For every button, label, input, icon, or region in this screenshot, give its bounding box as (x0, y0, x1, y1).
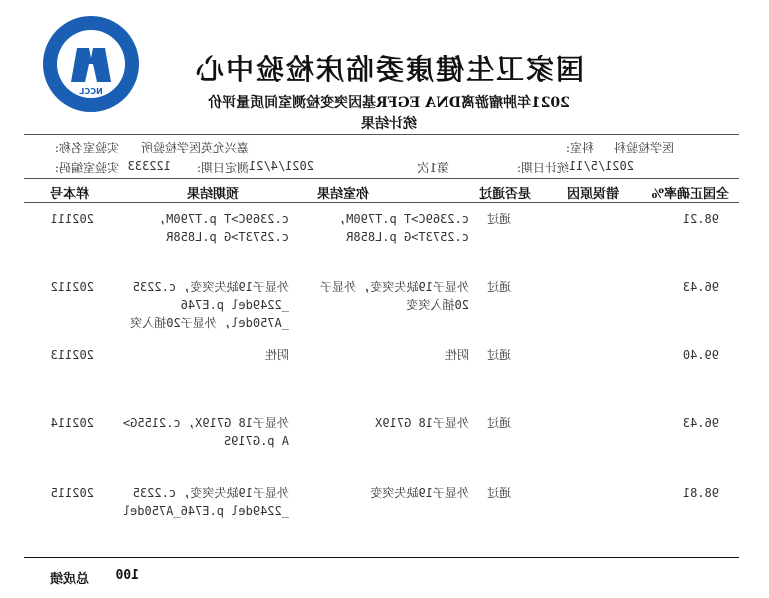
cell-yours (294, 484, 469, 502)
col-header-yours: 你室结果 (316, 187, 369, 202)
cell-rate: 99.40 (682, 348, 719, 362)
cell-expected-line: _2249del p.E746 (180, 298, 289, 312)
page-subtitle: 2021年肿瘤游离DNA EGFR基因突变检测室间质量评价 (208, 95, 570, 111)
cell-expected-line: _A750del, 外显子20插入突 (130, 316, 289, 330)
cell-yours-line: 外显子19缺失突变, 外显子 (320, 280, 469, 294)
cell-expected-line: 外显子19缺失突变, c.2235 (132, 486, 289, 500)
logo-letters: NCCL (79, 87, 103, 96)
total-score-label: 总成绩 (49, 572, 89, 587)
cell-sample-id: 202111 (50, 212, 94, 226)
cell-expected-line: 外显子18 G719X, c.2155G> (122, 416, 289, 430)
nccl-logo (41, 14, 141, 114)
cell-expected (114, 278, 289, 332)
cell-rate: 98.21 (682, 212, 719, 226)
lab-name-value: 嘉兴允英医学检验所 (140, 141, 249, 155)
col-header-rate: 全国正确率% (651, 187, 729, 202)
cell-expected-line: c.2369C>T p.T790M, (158, 212, 289, 226)
cell-rate: 96.43 (682, 416, 719, 430)
cell-expected-line: c.2573T>G p.L858R (166, 230, 289, 244)
col-header-reason: 错误原因 (566, 187, 619, 202)
cell-yours (294, 210, 469, 246)
cell-expected-line: 阴性 (264, 348, 289, 362)
lab-code-value: 122333 (127, 159, 171, 173)
cell-yours-line: c.2573T>G p.L858R (346, 230, 469, 244)
cell-sample-id: 202114 (50, 416, 94, 430)
cell-sample-id: 202113 (50, 348, 94, 362)
test-date-value: 2021/4/21 (248, 159, 314, 173)
divider (24, 557, 739, 558)
cell-expected-line: 外显子19缺失突变, c.2235 (132, 280, 289, 294)
cell-yours-line: 外显子18 G719X (375, 416, 469, 430)
cell-expected-line: _2249del p.E746_A750del (122, 504, 289, 518)
divider (24, 178, 739, 179)
col-header-sample: 样本号 (49, 187, 89, 202)
cell-pass: 通过 (486, 280, 511, 294)
test-date-label: 测定日期: (196, 161, 249, 175)
cell-yours-line: c.2369C>T p.T790M, (338, 212, 469, 226)
dept-label: 科室: (565, 141, 594, 155)
cell-yours-line: 阴性 (444, 348, 469, 362)
cell-pass: 通过 (486, 416, 511, 430)
cell-expected (114, 210, 289, 246)
stat-date-value: 2021/5/11 (568, 159, 634, 173)
cell-yours (294, 278, 469, 314)
cell-pass: 通过 (486, 348, 511, 362)
cell-expected (114, 346, 289, 364)
cell-sample-id: 202115 (50, 486, 94, 500)
page-subtitle-2: 统计结果 (361, 116, 417, 132)
cell-expected (114, 484, 289, 520)
total-score-value: 100 (115, 568, 139, 583)
col-header-pass: 是否通过 (478, 187, 531, 202)
cell-yours (294, 414, 469, 432)
lab-code-label: 实验室编码: (54, 161, 119, 175)
cell-expected-line: A p.G719S (223, 434, 289, 448)
stat-date-label: 统计日期: (516, 161, 569, 175)
divider (24, 134, 739, 135)
cell-expected (114, 414, 289, 450)
cell-sample-id: 202112 (50, 280, 94, 294)
cell-rate: 96.43 (682, 280, 719, 294)
dept-value: 医学检验科 (613, 141, 674, 155)
page-title: 国家卫生健康委临床检验中心 (194, 53, 585, 86)
cell-rate: 98.81 (682, 486, 719, 500)
lab-name-label: 实验室名称: (54, 141, 119, 155)
cell-yours-line: 外显子19缺失突变 (370, 486, 469, 500)
cell-yours-line: 20插入突变 (406, 298, 469, 312)
cell-pass: 通过 (486, 212, 511, 226)
cell-yours (294, 346, 469, 364)
col-header-expected: 预期结果 (186, 187, 239, 202)
round-label: 第1次 (417, 161, 449, 175)
cell-pass: 通过 (486, 486, 511, 500)
divider (24, 202, 739, 203)
